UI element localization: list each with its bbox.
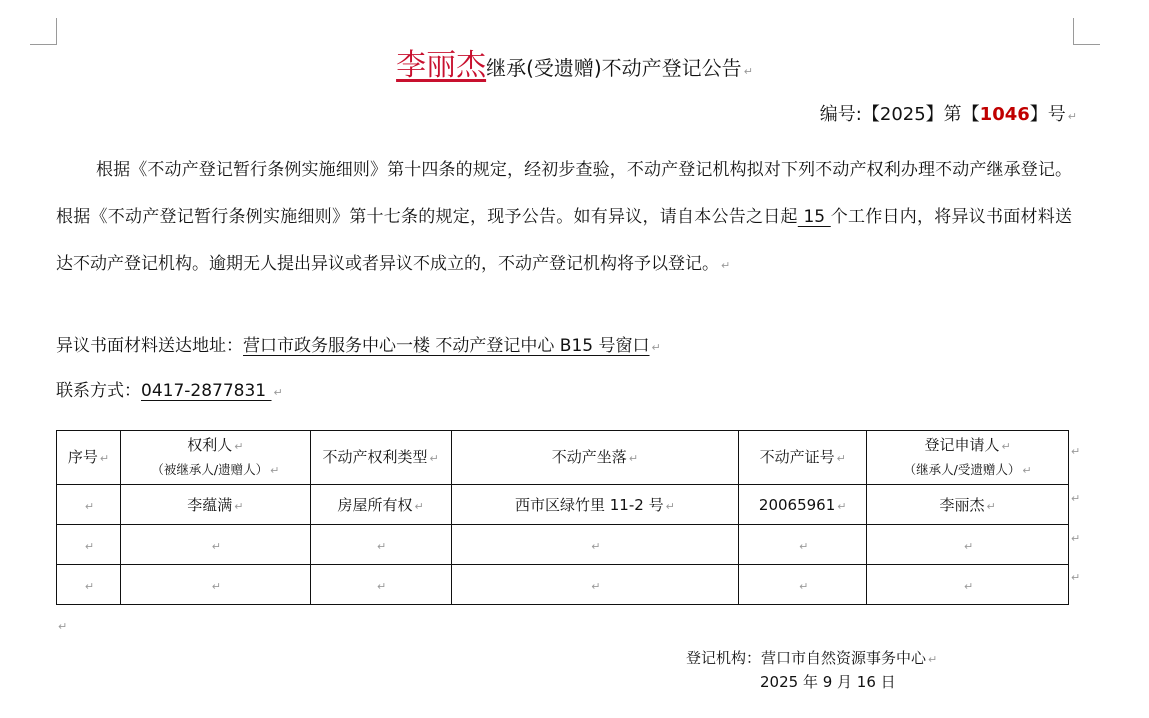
cell-applicant: ↵ (867, 565, 1069, 605)
cell-certificate-number: ↵ (739, 525, 867, 565)
cell-location: ↵ (451, 565, 739, 605)
body-part-2: 个工作日内，将异议书面材料送达不动产登记机构。逾期无人提出异议或者异议不成立的，不动产登记机构将予以登记。 (56, 207, 1073, 274)
address-label: 异议书面材料送达地址： (56, 336, 243, 356)
cell-location: 西市区绿竹里 11-2 号 ↵ (451, 485, 739, 525)
table-row (57, 485, 1069, 525)
cell-applicant: 李丽杰 ↵ (867, 485, 1069, 525)
contact-value: 0417-2877831 (141, 381, 272, 401)
cell-holder: ↵ (120, 525, 310, 565)
notice-body-paragraph (56, 147, 1072, 289)
end-of-row-mark-icon: ↵ (1071, 571, 1081, 584)
document-number (820, 102, 1077, 130)
title-suffix: 继承(受遗赠)不动产登记公告 (486, 56, 742, 80)
cell-seq: ↵ (57, 485, 121, 525)
notice-date (760, 670, 896, 694)
page-margin-corner-top-left (30, 18, 57, 45)
cell-right-type: ↵ (310, 565, 451, 605)
paragraph-mark-icon: ↵ (651, 341, 661, 354)
paragraph-mark-icon: ↵ (721, 259, 731, 272)
registration-authority (686, 646, 937, 672)
address-value: 营口市政务服务中心一楼 不动产登记中心 B15 号窗口 (243, 336, 650, 356)
date-text: 2025 年 9 月 16 日 (760, 673, 896, 691)
cell-applicant: ↵ (867, 525, 1069, 565)
applicant-name: 李丽杰 (396, 48, 487, 83)
end-of-row-mark-icon: ↵ (1071, 532, 1081, 545)
cell-seq: ↵ (57, 525, 121, 565)
paragraph-mark-icon: ↵ (1067, 110, 1077, 123)
contact-label: 联系方式： (56, 381, 141, 401)
paragraph-mark-icon: ↵ (928, 653, 938, 666)
header-right-type: 不动产权利类型 ↵ (310, 431, 451, 485)
objection-address-line (56, 333, 661, 361)
authority-text: 登记机构：营口市自然资源事务中心 (686, 649, 927, 667)
end-of-row-mark-icon: ↵ (1071, 492, 1081, 505)
header-seq: 序号 ↵ (57, 431, 121, 485)
docno-prefix: 编号:【2025】第【 (819, 104, 980, 125)
contact-line (56, 378, 283, 406)
registration-table (56, 430, 1069, 605)
notice-title (0, 48, 1149, 90)
paragraph-mark-icon: ↵ (743, 65, 753, 78)
header-location: 不动产坐落 ↵ (451, 431, 739, 485)
page-margin-corner-top-right (1073, 18, 1100, 45)
cell-certificate-number: ↵ (739, 565, 867, 605)
cell-right-type: 房屋所有权 ↵ (310, 485, 451, 525)
table-header-row (57, 431, 1069, 485)
docno-suffix: 】号 (1029, 104, 1066, 125)
table-row (57, 565, 1069, 605)
header-applicant: 登记申请人 ↵ （继承人/受遗赠人） ↵ (867, 431, 1069, 485)
paragraph-mark-icon: ↵ (58, 620, 68, 633)
header-certificate-number: 不动产证号 ↵ (739, 431, 867, 485)
header-rights-holder: 权利人 ↵ （被继承人/遗赠人） ↵ (120, 431, 310, 485)
cell-seq: ↵ (57, 565, 121, 605)
body-part-1: 根据《不动产登记暂行条例实施细则》第十四条的规定，经初步查验，不动产登记机构拟对下列不动产权利办理不动产继承登记。根据《不动产登记暂行条例实施细则》第十七条的规定，现予公告。如有异议，请自本公告之日起 (56, 160, 1072, 227)
paragraph-mark-icon: ↵ (273, 386, 283, 399)
cell-holder: ↵ (120, 565, 310, 605)
table-row (57, 525, 1069, 565)
cell-right-type: ↵ (310, 525, 451, 565)
objection-days: 15 (797, 207, 831, 227)
cell-holder: 李蕴满 ↵ (120, 485, 310, 525)
cell-certificate-number: 20065961 ↵ (739, 485, 867, 525)
docno-number: 1046 (979, 104, 1030, 125)
cell-location: ↵ (451, 525, 739, 565)
end-of-row-mark-icon: ↵ (1071, 445, 1081, 458)
